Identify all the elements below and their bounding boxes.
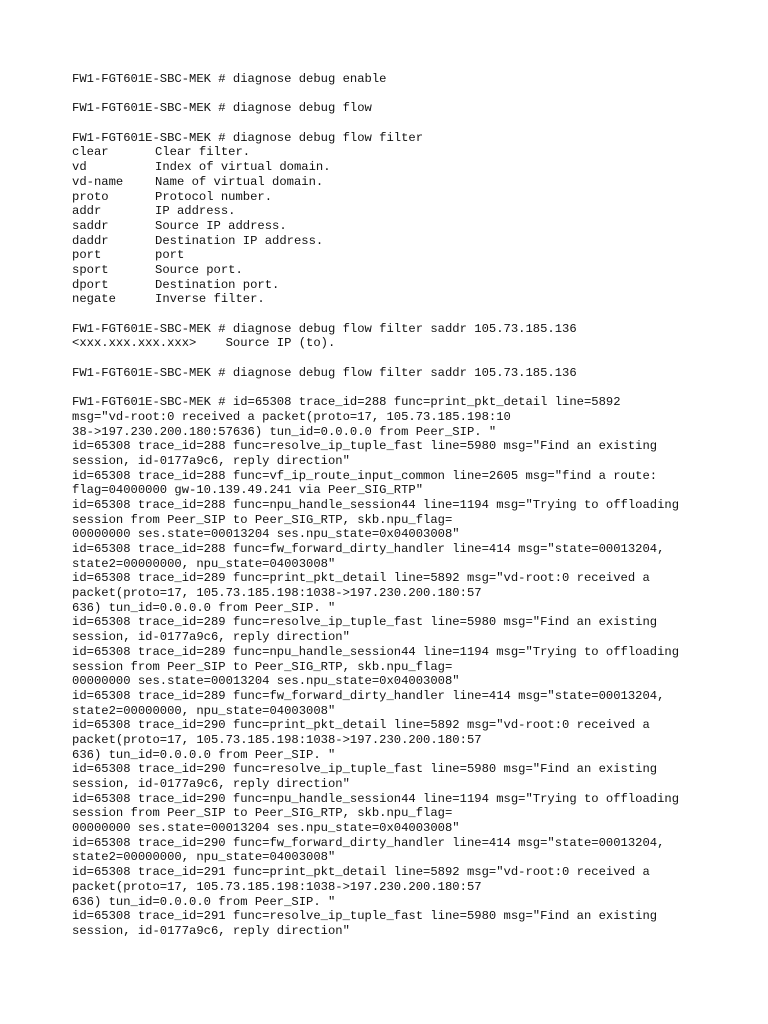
trace-line: session, id-0177a9c6, reply direction"	[72, 777, 350, 791]
filter-option-name: sport	[72, 262, 109, 277]
trace-line: 00000000 ses.state=00013204 ses.npu_state=0x04003008"	[72, 821, 460, 836]
filter-option-name: dport	[72, 277, 109, 292]
command-saddr-help: FW1-FGT601E-SBC-MEK # diagnose debug flow filter saddr 105.73.185.136	[72, 321, 577, 336]
filter-option-name: port	[72, 248, 102, 263]
filter-option-description: Protocol number.	[155, 189, 273, 204]
trace-output-block	[72, 395, 732, 938]
trace-line: 00000000 ses.state=00013204 ses.npu_state=0x04003008"	[72, 674, 460, 689]
filter-option-row	[72, 263, 732, 278]
trace-line: session, id-0177a9c6, reply direction"	[72, 923, 350, 938]
filter-option-name: saddr	[72, 218, 109, 233]
filter-option-description: Index of virtual domain.	[155, 160, 331, 175]
trace-line: id=65308 trace_id=290 func=print_pkt_detail line=5892 msg="vd-root:0 received a	[72, 718, 650, 733]
trace-line: id=65308 trace_id=289 func=fw_forward_dirty_handler line=414 msg="state=00013204,	[72, 688, 665, 703]
command-saddr-help-response: <xxx.xxx.xxx.xxx> Source IP (to).	[72, 336, 336, 351]
trace-line: 636) tun_id=0.0.0.0 from Peer_SIP. "	[72, 747, 336, 762]
trace-line: msg="vd-root:0 received a packet(proto=17, 105.73.185.198:10	[72, 409, 511, 424]
filter-options-list	[72, 145, 732, 307]
trace-line: packet(proto=17, 105.73.185.198:1038->197.230.200.180:57	[72, 732, 482, 747]
trace-line: state2=00000000, npu_state=04003008"	[72, 556, 336, 571]
trace-line: session from Peer_SIP to Peer_SIG_RTP, skb.npu_flag=	[72, 659, 453, 674]
filter-option-description: port	[155, 248, 185, 263]
trace-line: session, id-0177a9c6, reply direction"	[72, 453, 350, 468]
filter-option-row	[72, 160, 732, 175]
filter-option-name: clear	[72, 145, 109, 160]
filter-option-name: negate	[72, 292, 116, 307]
filter-option-description: Source IP address.	[155, 218, 287, 233]
filter-option-name: daddr	[72, 233, 109, 248]
filter-option-description: Destination IP address.	[155, 233, 324, 248]
trace-line: id=65308 trace_id=291 func=print_pkt_detail line=5892 msg="vd-root:0 received a	[72, 865, 650, 880]
document-body	[72, 72, 732, 939]
trace-line: id=65308 trace_id=289 func=resolve_ip_tuple_fast line=5980 msg="Find an existing	[72, 615, 658, 630]
trace-line: id=65308 trace_id=291 func=resolve_ip_tuple_fast line=5980 msg="Find an existing	[72, 909, 658, 924]
trace-line: session from Peer_SIP to Peer_SIG_RTP, skb.npu_flag=	[72, 512, 453, 527]
filter-option-row	[72, 145, 732, 160]
filter-option-row	[72, 204, 732, 219]
trace-line: 636) tun_id=0.0.0.0 from Peer_SIP. "	[72, 600, 336, 615]
blank-line	[72, 380, 732, 395]
blank-line	[72, 307, 732, 322]
filter-option-description: Source port.	[155, 262, 243, 277]
trace-line: packet(proto=17, 105.73.185.198:1038->197.230.200.180:57	[72, 879, 482, 894]
trace-line: id=65308 trace_id=290 func=fw_forward_dirty_handler line=414 msg="state=00013204,	[72, 835, 665, 850]
filter-option-row	[72, 278, 732, 293]
command-flow-filter: FW1-FGT601E-SBC-MEK # diagnose debug flow filter	[72, 130, 424, 145]
trace-line: 38->197.230.200.180:57636) tun_id=0.0.0.0 from Peer_SIP. "	[72, 424, 497, 439]
trace-line: packet(proto=17, 105.73.185.198:1038->197.230.200.180:57	[72, 586, 482, 601]
blank-line	[72, 87, 732, 102]
trace-line: flag=04000000 gw-10.139.49.241 via Peer_SIG_RTP"	[72, 483, 424, 498]
command-debug-enable: FW1-FGT601E-SBC-MEK # diagnose debug enable	[72, 72, 387, 86]
filter-option-description: IP address.	[155, 204, 236, 219]
trace-line: 00000000 ses.state=00013204 ses.npu_state=0x04003008"	[72, 527, 460, 542]
trace-line: id=65308 trace_id=289 func=npu_handle_session44 line=1194 msg="Trying to offloading	[72, 644, 680, 659]
trace-line: id=65308 trace_id=288 func=npu_handle_session44 line=1194 msg="Trying to offloading	[72, 497, 680, 512]
trace-line: id=65308 trace_id=288 func=resolve_ip_tuple_fast line=5980 msg="Find an existing	[72, 439, 658, 454]
trace-line: id=65308 trace_id=288 func=vf_ip_route_input_common line=2605 msg="find a route:	[72, 468, 658, 483]
trace-line: id=65308 trace_id=290 func=npu_handle_session44 line=1194 msg="Trying to offloading	[72, 791, 680, 806]
trace-line: state2=00000000, npu_state=04003008"	[72, 850, 336, 865]
filter-option-row	[72, 234, 732, 249]
filter-option-name: proto	[72, 189, 109, 204]
blank-line	[72, 116, 732, 131]
trace-line: id=65308 trace_id=288 func=fw_forward_dirty_handler line=414 msg="state=00013204,	[72, 542, 665, 556]
command-saddr-set: FW1-FGT601E-SBC-MEK # diagnose debug flow filter saddr 105.73.185.136	[72, 365, 577, 380]
trace-line: session from Peer_SIP to Peer_SIG_RTP, skb.npu_flag=	[72, 806, 453, 821]
filter-option-description: Name of virtual domain.	[155, 174, 324, 189]
filter-option-description: Destination port.	[155, 277, 280, 292]
trace-line: state2=00000000, npu_state=04003008"	[72, 703, 336, 718]
trace-line: id=65308 trace_id=290 func=resolve_ip_tuple_fast line=5980 msg="Find an existing	[72, 762, 658, 777]
trace-line: id=65308 trace_id=289 func=print_pkt_detail line=5892 msg="vd-root:0 received a	[72, 571, 650, 586]
blank-line	[72, 351, 732, 366]
trace-line: session, id-0177a9c6, reply direction"	[72, 630, 350, 645]
filter-option-row	[72, 219, 732, 234]
filter-option-description: Inverse filter.	[155, 292, 265, 307]
filter-option-name: addr	[72, 204, 102, 219]
filter-option-row	[72, 175, 732, 190]
command-debug-flow: FW1-FGT601E-SBC-MEK # diagnose debug flow	[72, 101, 372, 116]
filter-option-description: Clear filter.	[155, 145, 251, 160]
filter-option-row	[72, 248, 732, 263]
filter-option-name: vd-name	[72, 174, 124, 189]
trace-line: FW1-FGT601E-SBC-MEK # id=65308 trace_id=288 func=print_pkt_detail line=5892	[72, 395, 621, 410]
trace-line: 636) tun_id=0.0.0.0 from Peer_SIP. "	[72, 894, 336, 909]
filter-option-row	[72, 190, 732, 205]
filter-option-row	[72, 292, 732, 307]
filter-option-name: vd	[72, 160, 87, 175]
